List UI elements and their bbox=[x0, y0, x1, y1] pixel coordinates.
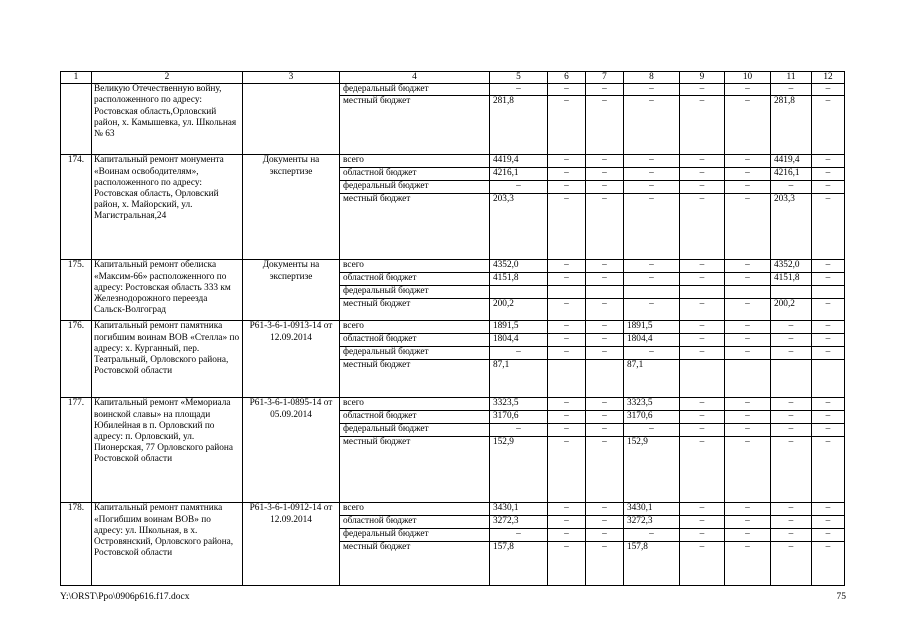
value-cell-c11: – bbox=[771, 529, 812, 542]
value-cell-c12: – bbox=[812, 181, 845, 194]
object-name: Капитальный ремонт «Мемориала воинской славы» на площади Юбилейная в п. Орловский по адресу: п. Орловский, ул. Пионерская, 77 Орловского района Ростовской области bbox=[92, 398, 243, 503]
value-cell-c8: 1804,4 bbox=[624, 334, 680, 347]
value-cell-c5: 152,9 bbox=[490, 437, 548, 503]
value-cell-c9: – bbox=[680, 260, 725, 273]
value-cell-c12: – bbox=[812, 168, 845, 181]
value-cell-c12: – bbox=[812, 299, 845, 321]
value-cell-c7: – bbox=[586, 321, 624, 334]
value-cell-c12: – bbox=[812, 273, 845, 286]
value-cell-c9: – bbox=[680, 321, 725, 334]
column-number-12: 12 bbox=[812, 72, 845, 84]
value-cell-c10: – bbox=[725, 321, 771, 334]
value-cell-c10: – bbox=[725, 181, 771, 194]
column-number-6: 6 bbox=[548, 72, 586, 84]
value-cell-c9: – bbox=[680, 503, 725, 516]
value-cell-c12: – bbox=[812, 437, 845, 503]
funding-source-label: всего bbox=[340, 398, 490, 411]
value-cell-c8: – bbox=[624, 424, 680, 437]
value-cell-c7 bbox=[586, 360, 624, 398]
value-cell-c10: – bbox=[725, 424, 771, 437]
value-cell-c10: – bbox=[725, 155, 771, 168]
column-number-4: 4 bbox=[340, 72, 490, 84]
value-cell-c12: – bbox=[812, 347, 845, 360]
table-row bbox=[61, 155, 845, 168]
value-cell-c10 bbox=[725, 360, 771, 398]
value-cell-c7: – bbox=[586, 181, 624, 194]
value-cell-c11: – bbox=[771, 411, 812, 424]
value-cell-c12: – bbox=[812, 321, 845, 334]
value-cell-c7: – bbox=[586, 334, 624, 347]
value-cell-c7: – bbox=[586, 503, 624, 516]
entry-number bbox=[61, 84, 92, 155]
funding-source-label: местный бюджет bbox=[340, 542, 490, 586]
value-cell-c9: – bbox=[680, 84, 725, 96]
value-cell-c7: – bbox=[586, 273, 624, 286]
value-cell-c8: 152,9 bbox=[624, 437, 680, 503]
value-cell-c12: – bbox=[812, 96, 845, 155]
value-cell-c12: – bbox=[812, 424, 845, 437]
value-cell-c5: – bbox=[490, 529, 548, 542]
object-name: Капитальный ремонт памятника погибшим воинам ВОВ «Стелла» по адресу: х. Курганный, пер. Театральный, Орловского района, Ростовской области bbox=[92, 321, 243, 398]
entry-number: 177. bbox=[61, 398, 92, 503]
entry-number: 178. bbox=[61, 503, 92, 586]
funding-source-label: федеральный бюджет bbox=[340, 529, 490, 542]
value-cell-c11: – bbox=[771, 398, 812, 411]
object-name: Капитальный ремонт памятника «Погибшим воинам ВОВ» по адресу: ул. Школьная, в х. Островянский, Орловского района, Ростовской области bbox=[92, 503, 243, 586]
value-cell-c9: – bbox=[680, 424, 725, 437]
column-number-1: 1 bbox=[61, 72, 92, 84]
value-cell-c9: – bbox=[680, 411, 725, 424]
value-cell-c5: 4216,1 bbox=[490, 168, 548, 181]
column-number-8: 8 bbox=[624, 72, 680, 84]
document-reference bbox=[243, 84, 340, 155]
value-cell-c11: – bbox=[771, 321, 812, 334]
value-cell-c8: – bbox=[624, 96, 680, 155]
funding-source-label: местный бюджет bbox=[340, 360, 490, 398]
value-cell-c6: – bbox=[548, 424, 586, 437]
document-reference: Документы на экспертизе bbox=[243, 260, 340, 321]
table-row bbox=[61, 398, 845, 411]
document-reference: Р61-3-6-1-0895-14 от 05.09.2014 bbox=[243, 398, 340, 503]
value-cell-c8: – bbox=[624, 168, 680, 181]
value-cell-c9: – bbox=[680, 437, 725, 503]
value-cell-c6 bbox=[548, 286, 586, 299]
value-cell-c10: – bbox=[725, 194, 771, 260]
value-cell-c11 bbox=[771, 360, 812, 398]
value-cell-c5: 1891,5 bbox=[490, 321, 548, 334]
value-cell-c7: – bbox=[586, 299, 624, 321]
value-cell-c8: 1891,5 bbox=[624, 321, 680, 334]
value-cell-c9: – bbox=[680, 542, 725, 586]
value-cell-c5: 4352,0 bbox=[490, 260, 548, 273]
funding-source-label: всего bbox=[340, 503, 490, 516]
value-cell-c12: – bbox=[812, 260, 845, 273]
value-cell-c11: – bbox=[771, 542, 812, 586]
value-cell-c11 bbox=[771, 286, 812, 299]
value-cell-c8: – bbox=[624, 194, 680, 260]
value-cell-c10 bbox=[725, 286, 771, 299]
value-cell-c6: – bbox=[548, 181, 586, 194]
page-number: 75 bbox=[836, 592, 846, 602]
value-cell-c8 bbox=[624, 286, 680, 299]
value-cell-c6: – bbox=[548, 542, 586, 586]
value-cell-c6: – bbox=[548, 503, 586, 516]
table-row bbox=[61, 321, 845, 334]
value-cell-c6: – bbox=[548, 398, 586, 411]
value-cell-c10: – bbox=[725, 529, 771, 542]
value-cell-c6 bbox=[548, 360, 586, 398]
funding-source-label: федеральный бюджет bbox=[340, 424, 490, 437]
value-cell-c6: – bbox=[548, 411, 586, 424]
value-cell-c12: – bbox=[812, 334, 845, 347]
funding-source-label: местный бюджет bbox=[340, 194, 490, 260]
value-cell-c8: 3430,1 bbox=[624, 503, 680, 516]
value-cell-c11: 4151,8 bbox=[771, 273, 812, 286]
value-cell-c6: – bbox=[548, 334, 586, 347]
table-row bbox=[61, 260, 845, 273]
value-cell-c12 bbox=[812, 286, 845, 299]
value-cell-c11: – bbox=[771, 84, 812, 96]
value-cell-c9 bbox=[680, 286, 725, 299]
value-cell-c5: 3430,1 bbox=[490, 503, 548, 516]
value-cell-c9: – bbox=[680, 529, 725, 542]
value-cell-c12: – bbox=[812, 194, 845, 260]
footer-file-path: Y:\ORST\Ppo\0906p616.f17.docx bbox=[60, 592, 190, 602]
value-cell-c7: – bbox=[586, 516, 624, 529]
value-cell-c8: – bbox=[624, 181, 680, 194]
value-cell-c7: – bbox=[586, 424, 624, 437]
table-row bbox=[61, 84, 845, 96]
value-cell-c10: – bbox=[725, 503, 771, 516]
value-cell-c6: – bbox=[548, 96, 586, 155]
funding-source-label: областной бюджет bbox=[340, 411, 490, 424]
funding-source-label: местный бюджет bbox=[340, 96, 490, 155]
value-cell-c10: – bbox=[725, 84, 771, 96]
value-cell-c10: – bbox=[725, 299, 771, 321]
value-cell-c5: 4419,4 bbox=[490, 155, 548, 168]
value-cell-c9: – bbox=[680, 347, 725, 360]
value-cell-c6: – bbox=[548, 437, 586, 503]
value-cell-c10: – bbox=[725, 398, 771, 411]
value-cell-c12: – bbox=[812, 398, 845, 411]
value-cell-c5: – bbox=[490, 181, 548, 194]
value-cell-c5: – bbox=[490, 347, 548, 360]
entry-number: 176. bbox=[61, 321, 92, 398]
value-cell-c8: 3170,6 bbox=[624, 411, 680, 424]
value-cell-c11: 200,2 bbox=[771, 299, 812, 321]
entry-number: 175. bbox=[61, 260, 92, 321]
value-cell-c11: 203,3 bbox=[771, 194, 812, 260]
value-cell-c6: – bbox=[548, 529, 586, 542]
value-cell-c8: – bbox=[624, 155, 680, 168]
value-cell-c11: – bbox=[771, 424, 812, 437]
value-cell-c5: 203,3 bbox=[490, 194, 548, 260]
funding-source-label: федеральный бюджет bbox=[340, 286, 490, 299]
value-cell-c5: 3170,6 bbox=[490, 411, 548, 424]
value-cell-c5: – bbox=[490, 424, 548, 437]
value-cell-c10: – bbox=[725, 437, 771, 503]
value-cell-c12: – bbox=[812, 542, 845, 586]
object-name: Великую Отечественную войну, расположенного по адресу: Ростовская область,Орловский район, х. Камышевка, ул. Школьная № 63 bbox=[92, 84, 243, 155]
value-cell-c9: – bbox=[680, 299, 725, 321]
value-cell-c6: – bbox=[548, 321, 586, 334]
value-cell-c6: – bbox=[548, 273, 586, 286]
value-cell-c9 bbox=[680, 360, 725, 398]
value-cell-c11: 281,8 bbox=[771, 96, 812, 155]
value-cell-c11: – bbox=[771, 503, 812, 516]
value-cell-c12: – bbox=[812, 516, 845, 529]
value-cell-c11: 4352,0 bbox=[771, 260, 812, 273]
value-cell-c5: 1804,4 bbox=[490, 334, 548, 347]
value-cell-c9: – bbox=[680, 398, 725, 411]
value-cell-c8: 3323,5 bbox=[624, 398, 680, 411]
value-cell-c9: – bbox=[680, 96, 725, 155]
column-number-11: 11 bbox=[771, 72, 812, 84]
value-cell-c7: – bbox=[586, 96, 624, 155]
value-cell-c7: – bbox=[586, 155, 624, 168]
value-cell-c10: – bbox=[725, 542, 771, 586]
funding-source-label: местный бюджет bbox=[340, 299, 490, 321]
funding-source-label: областной бюджет bbox=[340, 516, 490, 529]
column-number-9: 9 bbox=[680, 72, 725, 84]
value-cell-c11: – bbox=[771, 334, 812, 347]
funding-source-label: федеральный бюджет bbox=[340, 347, 490, 360]
value-cell-c7: – bbox=[586, 347, 624, 360]
value-cell-c9: – bbox=[680, 516, 725, 529]
value-cell-c8: – bbox=[624, 347, 680, 360]
value-cell-c5: – bbox=[490, 84, 548, 96]
column-number-10: 10 bbox=[725, 72, 771, 84]
value-cell-c8: 87,1 bbox=[624, 360, 680, 398]
value-cell-c8: 3272,3 bbox=[624, 516, 680, 529]
entry-number: 174. bbox=[61, 155, 92, 260]
funding-source-label: федеральный бюджет bbox=[340, 84, 490, 96]
value-cell-c6: – bbox=[548, 347, 586, 360]
column-number-3: 3 bbox=[243, 72, 340, 84]
value-cell-c11: – bbox=[771, 516, 812, 529]
funding-source-label: всего bbox=[340, 321, 490, 334]
funding-source-label: областной бюджет bbox=[340, 334, 490, 347]
value-cell-c12: – bbox=[812, 503, 845, 516]
value-cell-c7: – bbox=[586, 168, 624, 181]
value-cell-c8: 157,8 bbox=[624, 542, 680, 586]
value-cell-c6: – bbox=[548, 194, 586, 260]
value-cell-c6: – bbox=[548, 260, 586, 273]
funding-source-label: местный бюджет bbox=[340, 437, 490, 503]
value-cell-c7: – bbox=[586, 398, 624, 411]
value-cell-c7: – bbox=[586, 260, 624, 273]
column-number-2: 2 bbox=[92, 72, 243, 84]
document-reference: Р61-3-6-1-0912-14 от 12.09.2014 bbox=[243, 503, 340, 586]
value-cell-c7: – bbox=[586, 542, 624, 586]
value-cell-c6: – bbox=[548, 299, 586, 321]
value-cell-c7: – bbox=[586, 194, 624, 260]
value-cell-c6: – bbox=[548, 168, 586, 181]
value-cell-c9: – bbox=[680, 194, 725, 260]
value-cell-c5: 4151,8 bbox=[490, 273, 548, 286]
value-cell-c5: 3323,5 bbox=[490, 398, 548, 411]
value-cell-c7: – bbox=[586, 84, 624, 96]
value-cell-c5: 3272,3 bbox=[490, 516, 548, 529]
value-cell-c10: – bbox=[725, 168, 771, 181]
value-cell-c10: – bbox=[725, 411, 771, 424]
value-cell-c12: – bbox=[812, 411, 845, 424]
value-cell-c5 bbox=[490, 286, 548, 299]
value-cell-c5: 87,1 bbox=[490, 360, 548, 398]
value-cell-c9: – bbox=[680, 168, 725, 181]
value-cell-c12: – bbox=[812, 529, 845, 542]
value-cell-c7: – bbox=[586, 411, 624, 424]
value-cell-c12: – bbox=[812, 155, 845, 168]
document-reference: Документы на экспертизе bbox=[243, 155, 340, 260]
value-cell-c8: – bbox=[624, 260, 680, 273]
funding-source-label: федеральный бюджет bbox=[340, 181, 490, 194]
value-cell-c11: – bbox=[771, 181, 812, 194]
value-cell-c8: – bbox=[624, 84, 680, 96]
value-cell-c7: – bbox=[586, 529, 624, 542]
column-number-row bbox=[61, 72, 845, 84]
column-number-7: 7 bbox=[586, 72, 624, 84]
value-cell-c9: – bbox=[680, 334, 725, 347]
value-cell-c10: – bbox=[725, 516, 771, 529]
value-cell-c11: 4216,1 bbox=[771, 168, 812, 181]
value-cell-c9: – bbox=[680, 155, 725, 168]
object-name: Капитальный ремонт монумента «Воинам освободителям», расположенного по адресу: Ростовская область, Орловский район, х. Майорский, ул. Магистральная,24 bbox=[92, 155, 243, 260]
funding-source-label: областной бюджет bbox=[340, 273, 490, 286]
value-cell-c10: – bbox=[725, 334, 771, 347]
value-cell-c11: – bbox=[771, 437, 812, 503]
value-cell-c12: – bbox=[812, 84, 845, 96]
value-cell-c7 bbox=[586, 286, 624, 299]
value-cell-c11: 4419,4 bbox=[771, 155, 812, 168]
value-cell-c10: – bbox=[725, 273, 771, 286]
value-cell-c5: 200,2 bbox=[490, 299, 548, 321]
object-name: Капитальный ремонт обелиска «Максим-66» расположенного по адресу: Ростовская область 333 км Железнодорожного переезда Сальск-Волгоград bbox=[92, 260, 243, 321]
value-cell-c7: – bbox=[586, 437, 624, 503]
value-cell-c8: – bbox=[624, 273, 680, 286]
funding-source-label: всего bbox=[340, 260, 490, 273]
value-cell-c5: 157,8 bbox=[490, 542, 548, 586]
value-cell-c6: – bbox=[548, 155, 586, 168]
value-cell-c10: – bbox=[725, 347, 771, 360]
value-cell-c8: – bbox=[624, 299, 680, 321]
value-cell-c8: – bbox=[624, 529, 680, 542]
budget-table bbox=[60, 71, 845, 586]
table-row bbox=[61, 503, 845, 516]
value-cell-c5: 281,8 bbox=[490, 96, 548, 155]
value-cell-c12 bbox=[812, 360, 845, 398]
value-cell-c6: – bbox=[548, 516, 586, 529]
value-cell-c10: – bbox=[725, 260, 771, 273]
value-cell-c6: – bbox=[548, 84, 586, 96]
value-cell-c11: – bbox=[771, 347, 812, 360]
document-reference: Р61-3-6-1-0913-14 от 12.09.2014 bbox=[243, 321, 340, 398]
funding-source-label: областной бюджет bbox=[340, 168, 490, 181]
funding-source-label: всего bbox=[340, 155, 490, 168]
value-cell-c10: – bbox=[725, 96, 771, 155]
value-cell-c9: – bbox=[680, 273, 725, 286]
value-cell-c9: – bbox=[680, 181, 725, 194]
column-number-5: 5 bbox=[490, 72, 548, 84]
